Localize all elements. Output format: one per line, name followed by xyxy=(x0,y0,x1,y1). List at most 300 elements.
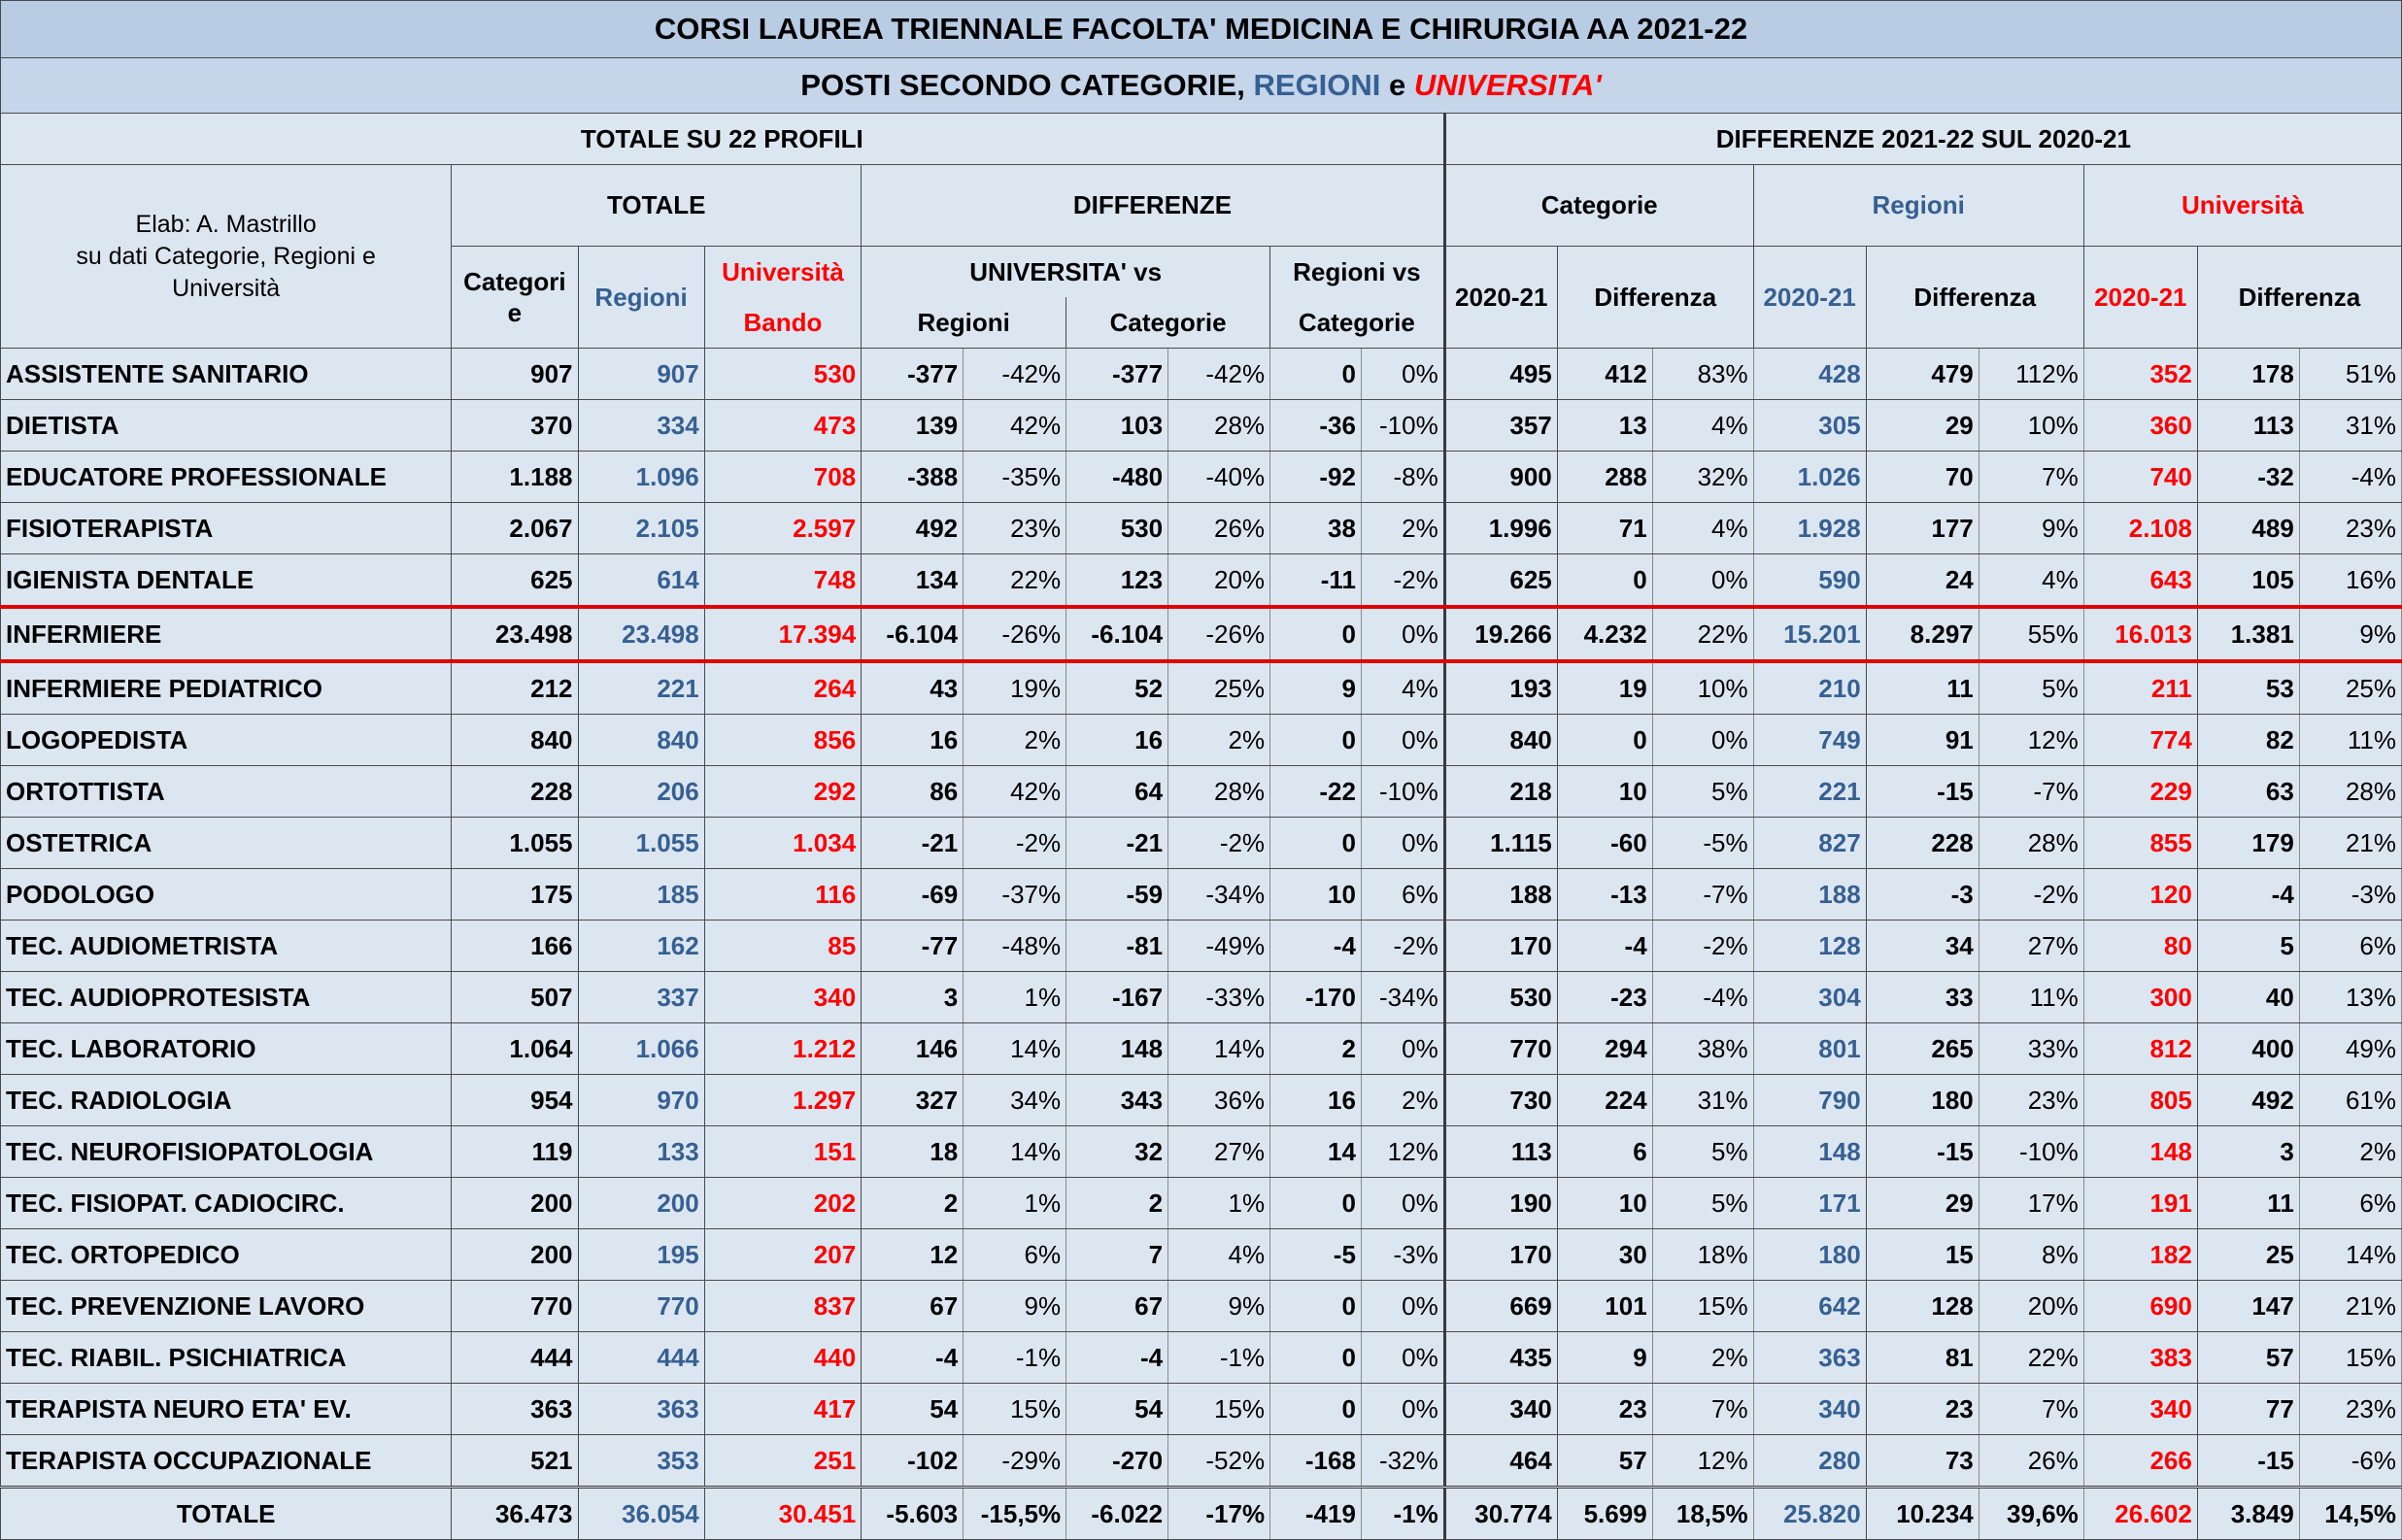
cell-p3: 12% xyxy=(1361,1126,1444,1178)
cell-cd: 6 xyxy=(1557,1126,1652,1178)
cell-rd: 180 xyxy=(1866,1075,1979,1126)
cell-cd: 10 xyxy=(1557,1178,1652,1229)
cell-r20: 827 xyxy=(1753,818,1866,869)
cell-cat: 1.055 xyxy=(452,818,578,869)
cell-c20: 900 xyxy=(1444,452,1557,503)
cell-r20: 304 xyxy=(1753,972,1866,1023)
cell-cp: -7% xyxy=(1652,869,1753,921)
cell-uni: 17.394 xyxy=(704,607,861,661)
cell-d3: 38 xyxy=(1270,503,1362,554)
table-row xyxy=(1,400,2402,452)
section-right-header: DIFFERENZE 2021-22 SUL 2020-21 xyxy=(1444,114,2401,165)
table-row xyxy=(1,1075,2402,1126)
cell-up: 31% xyxy=(2299,400,2401,452)
cell-p2: -17% xyxy=(1168,1488,1270,1540)
cell-reg: 970 xyxy=(578,1075,704,1126)
cell-rd: 33 xyxy=(1866,972,1979,1023)
cell-p2: 9% xyxy=(1168,1281,1270,1332)
cell-rd: 81 xyxy=(1866,1332,1979,1384)
cell-c20: 170 xyxy=(1444,921,1557,972)
cell-d2: -270 xyxy=(1066,1435,1168,1488)
cell-cat: 119 xyxy=(452,1126,578,1178)
cell-up: 6% xyxy=(2299,1178,2401,1229)
cell-cat: 370 xyxy=(452,400,578,452)
table-row xyxy=(1,766,2402,818)
cell-name: TEC. RADIOLOGIA xyxy=(1,1075,452,1126)
cell-d2: 148 xyxy=(1066,1023,1168,1075)
cell-rp: 17% xyxy=(1979,1178,2083,1229)
cell-p1: -37% xyxy=(964,869,1066,921)
cell-p1: 42% xyxy=(964,400,1066,452)
col-universita: Università xyxy=(704,247,861,298)
cell-cp: 4% xyxy=(1652,400,1753,452)
cell-rd: 128 xyxy=(1866,1281,1979,1332)
cell-p3: -10% xyxy=(1361,766,1444,818)
cell-ud: 179 xyxy=(2197,818,2299,869)
cell-cp: 5% xyxy=(1652,1178,1753,1229)
cell-r20: 188 xyxy=(1753,869,1866,921)
cell-cp: 12% xyxy=(1652,1435,1753,1488)
cell-cp: 18% xyxy=(1652,1229,1753,1281)
cell-d1: -69 xyxy=(862,869,964,921)
cell-cp: -2% xyxy=(1652,921,1753,972)
cell-up: 13% xyxy=(2299,972,2401,1023)
cell-up: 2% xyxy=(2299,1126,2401,1178)
cell-p2: 36% xyxy=(1168,1075,1270,1126)
cell-d3: 0 xyxy=(1270,818,1362,869)
cell-cp: 38% xyxy=(1652,1023,1753,1075)
cell-p1: -42% xyxy=(964,349,1066,400)
cell-ud: 53 xyxy=(2197,661,2299,715)
cell-p2: 28% xyxy=(1168,400,1270,452)
cell-p2: -26% xyxy=(1168,607,1270,661)
cell-d3: -5 xyxy=(1270,1229,1362,1281)
table-row xyxy=(1,1229,2402,1281)
cell-p1: -26% xyxy=(964,607,1066,661)
cell-cd: 294 xyxy=(1557,1023,1652,1075)
header-regioni-vs: Regioni vs xyxy=(1270,247,1445,298)
cell-ud: 400 xyxy=(2197,1023,2299,1075)
col-uni-differenza: Differenza xyxy=(2197,247,2401,349)
cell-cd: 10 xyxy=(1557,766,1652,818)
cell-uni: 1.034 xyxy=(704,818,861,869)
cell-d3: 9 xyxy=(1270,661,1362,715)
table-row xyxy=(1,1126,2402,1178)
cell-rp: 26% xyxy=(1979,1435,2083,1488)
cell-ud: 57 xyxy=(2197,1332,2299,1384)
cell-p3: 0% xyxy=(1361,349,1444,400)
col-bando: Bando xyxy=(704,297,861,349)
cell-reg: 23.498 xyxy=(578,607,704,661)
cell-p1: 19% xyxy=(964,661,1066,715)
cell-name: TEC. AUDIOPROTESISTA xyxy=(1,972,452,1023)
note-line-1: Elab: A. Mastrillo xyxy=(135,210,317,238)
cell-d2: 2 xyxy=(1066,1178,1168,1229)
cell-d1: 146 xyxy=(862,1023,964,1075)
cell-rd: 73 xyxy=(1866,1435,1979,1488)
cell-name: TEC. RIABIL. PSICHIATRICA xyxy=(1,1332,452,1384)
cell-reg: 162 xyxy=(578,921,704,972)
cell-r20: 148 xyxy=(1753,1126,1866,1178)
cell-d1: 16 xyxy=(862,715,964,766)
cell-name: TEC. FISIOPAT. CADIOCIRC. xyxy=(1,1178,452,1229)
cell-rd: 29 xyxy=(1866,400,1979,452)
cell-cd: 13 xyxy=(1557,400,1652,452)
cell-cat: 175 xyxy=(452,869,578,921)
table-row xyxy=(1,869,2402,921)
cell-up: 23% xyxy=(2299,1384,2401,1435)
cell-cd: 101 xyxy=(1557,1281,1652,1332)
cell-cd: 288 xyxy=(1557,452,1652,503)
cell-u20: 26.602 xyxy=(2083,1488,2197,1540)
cell-r20: 1.026 xyxy=(1753,452,1866,503)
cell-c20: 730 xyxy=(1444,1075,1557,1126)
cell-name: IGIENISTA DENTALE xyxy=(1,554,452,608)
cell-d1: 3 xyxy=(862,972,964,1023)
cell-up: 6% xyxy=(2299,921,2401,972)
cell-c20: 188 xyxy=(1444,869,1557,921)
cell-uni: 837 xyxy=(704,1281,861,1332)
cell-d3: 0 xyxy=(1270,349,1362,400)
cell-up: 28% xyxy=(2299,766,2401,818)
cell-uni: 748 xyxy=(704,554,861,608)
cell-p3: -2% xyxy=(1361,554,1444,608)
cell-d3: -419 xyxy=(1270,1488,1362,1540)
cell-cd: 19 xyxy=(1557,661,1652,715)
subtitle-e: e xyxy=(1380,68,1414,102)
cell-p1: 34% xyxy=(964,1075,1066,1126)
header-totale: TOTALE xyxy=(452,165,862,247)
cell-up: 21% xyxy=(2299,1281,2401,1332)
cell-u20: 352 xyxy=(2083,349,2197,400)
cell-reg: 353 xyxy=(578,1435,704,1488)
cell-uni: 1.297 xyxy=(704,1075,861,1126)
cell-r20: 305 xyxy=(1753,400,1866,452)
cell-p1: 22% xyxy=(964,554,1066,608)
cell-ud: 5 xyxy=(2197,921,2299,972)
cell-reg: 133 xyxy=(578,1126,704,1178)
cell-r20: 1.928 xyxy=(1753,503,1866,554)
cell-name: EDUCATORE PROFESSIONALE xyxy=(1,452,452,503)
cell-reg: 614 xyxy=(578,554,704,608)
cell-cat: 840 xyxy=(452,715,578,766)
cell-uni: 530 xyxy=(704,349,861,400)
cell-rd: 34 xyxy=(1866,921,1979,972)
cell-d3: 0 xyxy=(1270,1281,1362,1332)
cell-r20: 801 xyxy=(1753,1023,1866,1075)
cell-rp: 39,6% xyxy=(1979,1488,2083,1540)
cell-c20: 30.774 xyxy=(1444,1488,1557,1540)
cell-p3: 6% xyxy=(1361,869,1444,921)
cell-ud: 178 xyxy=(2197,349,2299,400)
cell-d3: 2 xyxy=(1270,1023,1362,1075)
cell-rd: 23 xyxy=(1866,1384,1979,1435)
cell-p1: -15,5% xyxy=(964,1488,1066,1540)
cell-d2: -6.022 xyxy=(1066,1488,1168,1540)
cell-cd: 30 xyxy=(1557,1229,1652,1281)
cell-cp: 15% xyxy=(1652,1281,1753,1332)
table-row xyxy=(1,921,2402,972)
cell-uni: 1.212 xyxy=(704,1023,861,1075)
cell-reg: 444 xyxy=(578,1332,704,1384)
cell-cat: 507 xyxy=(452,972,578,1023)
cell-u20: 266 xyxy=(2083,1435,2197,1488)
header-universita-group: Università xyxy=(2083,165,2401,247)
cell-rp: -10% xyxy=(1979,1126,2083,1178)
cell-d1: 67 xyxy=(862,1281,964,1332)
cell-p3: 0% xyxy=(1361,1023,1444,1075)
cell-rp: 10% xyxy=(1979,400,2083,452)
cell-rd: 24 xyxy=(1866,554,1979,608)
table-row xyxy=(1,1281,2402,1332)
cell-rd: -15 xyxy=(1866,766,1979,818)
cell-r20: 749 xyxy=(1753,715,1866,766)
cell-rd: 479 xyxy=(1866,349,1979,400)
cell-rd: 10.234 xyxy=(1866,1488,1979,1540)
cell-ud: 1.381 xyxy=(2197,607,2299,661)
cell-p2: -1% xyxy=(1168,1332,1270,1384)
cell-rd: 29 xyxy=(1866,1178,1979,1229)
cell-d1: 43 xyxy=(862,661,964,715)
cell-uni: 30.451 xyxy=(704,1488,861,1540)
cell-uni: 151 xyxy=(704,1126,861,1178)
cell-c20: 193 xyxy=(1444,661,1557,715)
cell-reg: 185 xyxy=(578,869,704,921)
cell-d1: 492 xyxy=(862,503,964,554)
cell-uni: 116 xyxy=(704,869,861,921)
cell-rp: -2% xyxy=(1979,869,2083,921)
cell-p3: 0% xyxy=(1361,1178,1444,1229)
cell-p1: 6% xyxy=(964,1229,1066,1281)
table-row xyxy=(1,1178,2402,1229)
cell-d3: 0 xyxy=(1270,1332,1362,1384)
cell-p2: 2% xyxy=(1168,715,1270,766)
cell-p2: -40% xyxy=(1168,452,1270,503)
cell-u20: 182 xyxy=(2083,1229,2197,1281)
cell-rp: 33% xyxy=(1979,1023,2083,1075)
cell-cat: 2.067 xyxy=(452,503,578,554)
cell-cp: -5% xyxy=(1652,818,1753,869)
cell-up: 25% xyxy=(2299,661,2401,715)
cell-d3: 0 xyxy=(1270,715,1362,766)
cell-d1: -21 xyxy=(862,818,964,869)
cell-rd: -3 xyxy=(1866,869,1979,921)
cell-d1: 18 xyxy=(862,1126,964,1178)
cell-name: TEC. NEUROFISIOPATOLOGIA xyxy=(1,1126,452,1178)
cell-cd: -13 xyxy=(1557,869,1652,921)
cell-c20: 218 xyxy=(1444,766,1557,818)
cell-p1: 2% xyxy=(964,715,1066,766)
cell-name: TEC. PREVENZIONE LAVORO xyxy=(1,1281,452,1332)
cell-u20: 80 xyxy=(2083,921,2197,972)
cell-d2: 123 xyxy=(1066,554,1168,608)
page-title: CORSI LAUREA TRIENNALE FACOLTA' MEDICINA E CHIRURGIA AA 2021-22 xyxy=(1,1,2402,58)
cell-name: INFERMIERE PEDIATRICO xyxy=(1,661,452,715)
cell-up: 14,5% xyxy=(2299,1488,2401,1540)
cell-d1: -77 xyxy=(862,921,964,972)
cell-cp: 2% xyxy=(1652,1332,1753,1384)
total-row xyxy=(1,1488,2402,1540)
sub-categorie-2: Categorie xyxy=(1270,297,1445,349)
cell-ud: 3 xyxy=(2197,1126,2299,1178)
section-left-header: TOTALE SU 22 PROFILI xyxy=(1,114,1445,165)
cell-rd: 11 xyxy=(1866,661,1979,715)
cell-d2: -21 xyxy=(1066,818,1168,869)
cell-p1: 14% xyxy=(964,1023,1066,1075)
table-row xyxy=(1,1332,2402,1384)
cell-r20: 128 xyxy=(1753,921,1866,972)
cell-d3: 0 xyxy=(1270,1178,1362,1229)
cell-cd: -60 xyxy=(1557,818,1652,869)
cell-rd: 8.297 xyxy=(1866,607,1979,661)
cell-p2: -49% xyxy=(1168,921,1270,972)
cell-name: FISIOTERAPISTA xyxy=(1,503,452,554)
cell-cd: -23 xyxy=(1557,972,1652,1023)
cell-d2: 54 xyxy=(1066,1384,1168,1435)
table-row xyxy=(1,607,2402,661)
cell-d1: 12 xyxy=(862,1229,964,1281)
cell-cat: 228 xyxy=(452,766,578,818)
cell-cat: 907 xyxy=(452,349,578,400)
cell-c20: 530 xyxy=(1444,972,1557,1023)
cell-uni: 292 xyxy=(704,766,861,818)
subtitle-universita: UNIVERSITA' xyxy=(1413,68,1602,102)
source-note xyxy=(1,165,452,349)
cell-u20: 340 xyxy=(2083,1384,2197,1435)
cell-rp: 7% xyxy=(1979,1384,2083,1435)
cell-c20: 113 xyxy=(1444,1126,1557,1178)
cell-cat: 363 xyxy=(452,1384,578,1435)
cell-c20: 340 xyxy=(1444,1384,1557,1435)
cell-d3: 0 xyxy=(1270,1384,1362,1435)
cell-cat: 212 xyxy=(452,661,578,715)
cell-p3: 4% xyxy=(1361,661,1444,715)
cell-up: -4% xyxy=(2299,452,2401,503)
cell-d3: -11 xyxy=(1270,554,1362,608)
cell-u20: 300 xyxy=(2083,972,2197,1023)
cell-ud: -32 xyxy=(2197,452,2299,503)
cell-p2: 15% xyxy=(1168,1384,1270,1435)
cell-d2: 103 xyxy=(1066,400,1168,452)
cell-rp: 55% xyxy=(1979,607,2083,661)
cell-p3: -32% xyxy=(1361,1435,1444,1488)
cell-c20: 625 xyxy=(1444,554,1557,608)
cell-d2: -377 xyxy=(1066,349,1168,400)
cell-r20: 363 xyxy=(1753,1332,1866,1384)
cell-u20: 774 xyxy=(2083,715,2197,766)
cell-cp: 22% xyxy=(1652,607,1753,661)
cell-r20: 340 xyxy=(1753,1384,1866,1435)
cell-reg: 363 xyxy=(578,1384,704,1435)
cell-name: ASSISTENTE SANITARIO xyxy=(1,349,452,400)
cell-d2: 16 xyxy=(1066,715,1168,766)
cell-uni: 264 xyxy=(704,661,861,715)
cell-p2: 4% xyxy=(1168,1229,1270,1281)
cell-d1: 139 xyxy=(862,400,964,452)
cell-d2: 530 xyxy=(1066,503,1168,554)
cell-ud: 40 xyxy=(2197,972,2299,1023)
cell-u20: 740 xyxy=(2083,452,2197,503)
cell-up: 49% xyxy=(2299,1023,2401,1075)
cell-uni: 340 xyxy=(704,972,861,1023)
cell-c20: 1.996 xyxy=(1444,503,1557,554)
cell-cat: 954 xyxy=(452,1075,578,1126)
cell-rp: 9% xyxy=(1979,503,2083,554)
cell-cat: 1.188 xyxy=(452,452,578,503)
cell-r20: 210 xyxy=(1753,661,1866,715)
cell-rd: 265 xyxy=(1866,1023,1979,1075)
cell-cp: -4% xyxy=(1652,972,1753,1023)
cell-name: TEC. ORTOPEDICO xyxy=(1,1229,452,1281)
cell-up: 9% xyxy=(2299,607,2401,661)
cell-uni: 202 xyxy=(704,1178,861,1229)
cell-d1: -377 xyxy=(862,349,964,400)
cell-up: 23% xyxy=(2299,503,2401,554)
cell-name: PODOLOGO xyxy=(1,869,452,921)
cell-cd: -4 xyxy=(1557,921,1652,972)
cell-c20: 435 xyxy=(1444,1332,1557,1384)
cell-p3: -3% xyxy=(1361,1229,1444,1281)
cell-p1: -2% xyxy=(964,818,1066,869)
cell-rp: 28% xyxy=(1979,818,2083,869)
cell-d3: -170 xyxy=(1270,972,1362,1023)
cell-ud: 77 xyxy=(2197,1384,2299,1435)
cell-c20: 357 xyxy=(1444,400,1557,452)
cell-c20: 1.115 xyxy=(1444,818,1557,869)
cell-name: TOTALE xyxy=(1,1488,452,1540)
cell-cat: 625 xyxy=(452,554,578,608)
cell-uni: 708 xyxy=(704,452,861,503)
header-univ-vs: UNIVERSITA' vs xyxy=(862,247,1270,298)
cell-c20: 190 xyxy=(1444,1178,1557,1229)
cell-cd: 5.699 xyxy=(1557,1488,1652,1540)
cell-up: 11% xyxy=(2299,715,2401,766)
table-row xyxy=(1,1435,2402,1488)
cell-reg: 1.055 xyxy=(578,818,704,869)
cell-c20: 669 xyxy=(1444,1281,1557,1332)
cell-d3: 10 xyxy=(1270,869,1362,921)
cell-p1: -48% xyxy=(964,921,1066,972)
col-cat-differenza: Differenza xyxy=(1557,247,1753,349)
cell-ud: -15 xyxy=(2197,1435,2299,1488)
cell-p3: -8% xyxy=(1361,452,1444,503)
cell-p1: 42% xyxy=(964,766,1066,818)
cell-cat: 200 xyxy=(452,1178,578,1229)
cell-p3: -2% xyxy=(1361,921,1444,972)
cell-d1: -102 xyxy=(862,1435,964,1488)
cell-uni: 856 xyxy=(704,715,861,766)
cell-p3: -1% xyxy=(1361,1488,1444,1540)
cell-r20: 25.820 xyxy=(1753,1488,1866,1540)
cell-c20: 170 xyxy=(1444,1229,1557,1281)
note-line-3: Università xyxy=(172,274,281,302)
cell-p1: 1% xyxy=(964,972,1066,1023)
cell-p2: 1% xyxy=(1168,1178,1270,1229)
cell-d2: 343 xyxy=(1066,1075,1168,1126)
cell-p3: -10% xyxy=(1361,400,1444,452)
cell-r20: 15.201 xyxy=(1753,607,1866,661)
cell-cat: 166 xyxy=(452,921,578,972)
col-uni-2020-21: 2020-21 xyxy=(2083,247,2197,349)
cell-reg: 1.066 xyxy=(578,1023,704,1075)
cell-cp: 18,5% xyxy=(1652,1488,1753,1540)
cell-reg: 206 xyxy=(578,766,704,818)
cell-cd: 57 xyxy=(1557,1435,1652,1488)
cell-up: -6% xyxy=(2299,1435,2401,1488)
cell-cp: 32% xyxy=(1652,452,1753,503)
cell-cp: 4% xyxy=(1652,503,1753,554)
cell-p2: 28% xyxy=(1168,766,1270,818)
